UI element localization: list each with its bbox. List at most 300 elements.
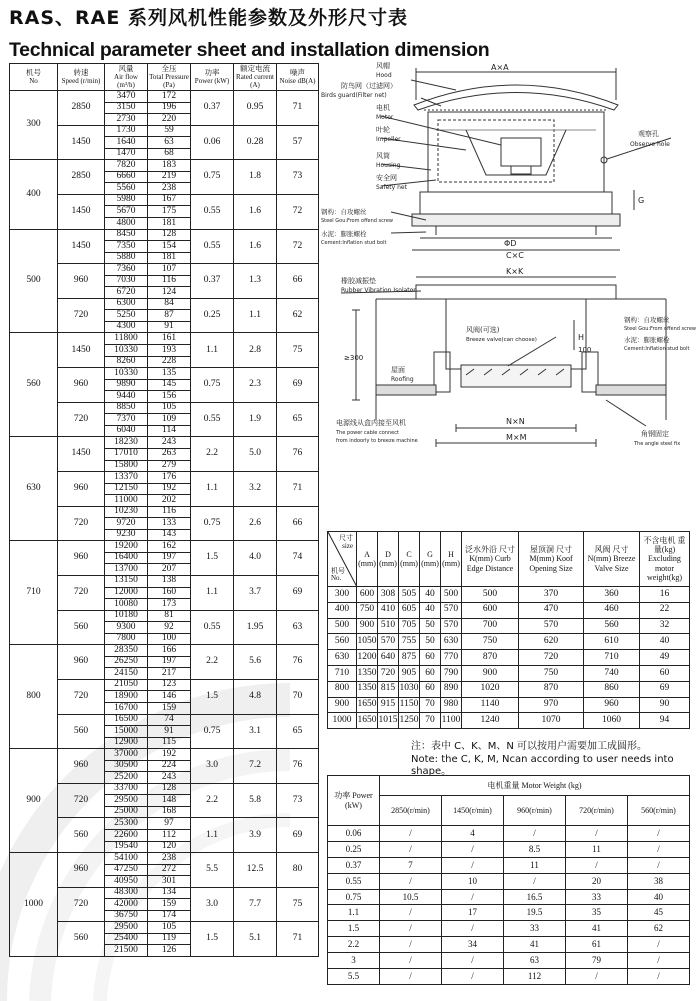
airflow-cell: 7030 bbox=[105, 275, 148, 287]
label-impeller: 叶轮 bbox=[376, 126, 390, 134]
noise-cell: 63 bbox=[277, 610, 319, 645]
weight-cell: 40 bbox=[640, 634, 690, 650]
a-cell: 900 bbox=[357, 618, 378, 634]
label-roofing-en: Roofing bbox=[391, 376, 414, 383]
table-row bbox=[10, 541, 319, 553]
speed-header: 560(r/min) bbox=[628, 796, 690, 826]
weight-cell: 69 bbox=[640, 681, 690, 697]
airflow-cell: 37000 bbox=[105, 749, 148, 761]
c-cell: 605 bbox=[399, 602, 420, 618]
motor-power-cell: 1.5 bbox=[328, 921, 380, 937]
m-cell: 570 bbox=[519, 618, 584, 634]
power-cell: 0.37 bbox=[191, 264, 234, 299]
g-cell: 60 bbox=[420, 681, 441, 697]
header-current: 额定电流 Rated current (A) bbox=[234, 64, 277, 91]
pressure-cell: 92 bbox=[148, 622, 191, 634]
power-cell: 5.5 bbox=[191, 853, 234, 888]
fan-no-cell: 300 bbox=[328, 587, 357, 603]
airflow-cell: 9440 bbox=[105, 391, 148, 403]
power-cell: 0.75 bbox=[191, 368, 234, 403]
pressure-cell: 112 bbox=[148, 830, 191, 842]
header-motor-power: 功率 Power (kW) bbox=[328, 776, 380, 826]
m-cell: 1070 bbox=[519, 713, 584, 729]
power-cell: 1.1 bbox=[191, 472, 234, 507]
motor-weight-cell: / bbox=[442, 857, 504, 873]
n-cell: 460 bbox=[584, 602, 640, 618]
power-cell: 2.2 bbox=[191, 437, 234, 472]
motor-power-cell: 0.06 bbox=[328, 826, 380, 842]
table-row bbox=[328, 889, 690, 905]
pressure-cell: 124 bbox=[148, 287, 191, 299]
motor-weight-cell: / bbox=[442, 953, 504, 969]
label-screw2-en: Steel Gou:From offend screw bbox=[624, 326, 696, 332]
motor-power-cell: 3 bbox=[328, 953, 380, 969]
motor-power-cell: 5.5 bbox=[328, 969, 380, 985]
fan-no-cell: 710 bbox=[328, 665, 357, 681]
current-cell: 5.8 bbox=[234, 783, 277, 818]
current-cell: 3.9 bbox=[234, 818, 277, 853]
fan-no-cell: 1000 bbox=[10, 853, 58, 957]
current-cell: 1.8 bbox=[234, 160, 277, 195]
d-cell: 815 bbox=[378, 681, 399, 697]
h-cell: 570 bbox=[441, 618, 462, 634]
speed-cell: 960 bbox=[58, 853, 105, 888]
pressure-cell: 181 bbox=[148, 252, 191, 264]
airflow-cell: 5670 bbox=[105, 206, 148, 218]
table-row bbox=[328, 953, 690, 969]
g-cell: 60 bbox=[420, 665, 441, 681]
note-en: Note: the C, K, M, Ncan according to user needs into shape。 bbox=[411, 753, 674, 777]
label-safety-en: Safety net bbox=[376, 184, 407, 191]
power-cell: 1.1 bbox=[191, 575, 234, 610]
airflow-cell: 6720 bbox=[105, 287, 148, 299]
speed-cell: 960 bbox=[58, 645, 105, 680]
fan-no-cell: 800 bbox=[10, 645, 58, 749]
current-cell: 1.95 bbox=[234, 610, 277, 645]
pressure-cell: 63 bbox=[148, 137, 191, 149]
current-cell: 1.6 bbox=[234, 229, 277, 264]
table-row bbox=[328, 841, 690, 857]
dim-m: M×M bbox=[506, 433, 527, 442]
speed-cell: 960 bbox=[58, 541, 105, 576]
pressure-cell: 176 bbox=[148, 472, 191, 484]
pressure-cell: 159 bbox=[148, 899, 191, 911]
airflow-cell: 47250 bbox=[105, 864, 148, 876]
d-cell: 308 bbox=[378, 587, 399, 603]
label-valve: 风阀(可选) bbox=[466, 326, 500, 334]
noise-cell: 80 bbox=[277, 853, 319, 888]
pressure-cell: 228 bbox=[148, 356, 191, 368]
current-cell: 2.6 bbox=[234, 506, 277, 541]
c-cell: 905 bbox=[399, 665, 420, 681]
power-cell: 3.0 bbox=[191, 887, 234, 922]
label-cable-en2: from indoorly to breeze machine bbox=[336, 438, 418, 444]
motor-weight-cell: / bbox=[566, 857, 628, 873]
noise-cell: 75 bbox=[277, 887, 319, 922]
label-bolt2: 水泥：膨胀螺栓 bbox=[624, 336, 670, 344]
n-cell: 960 bbox=[584, 697, 640, 713]
header-no: 机号 No bbox=[10, 64, 58, 91]
motor-weight-cell: / bbox=[380, 905, 442, 921]
table-row bbox=[328, 873, 690, 889]
speed-cell: 1450 bbox=[58, 437, 105, 472]
header-weight: 不含电机 重量(kg) Excluding motor weight(kg) bbox=[640, 532, 690, 587]
pressure-cell: 97 bbox=[148, 818, 191, 830]
motor-weight-cell: 11 bbox=[566, 841, 628, 857]
speed-cell: 560 bbox=[58, 818, 105, 853]
noise-cell: 71 bbox=[277, 922, 319, 957]
airflow-cell: 22600 bbox=[105, 830, 148, 842]
motor-weight-cell: 61 bbox=[566, 937, 628, 953]
pressure-cell: 128 bbox=[148, 229, 191, 241]
a-cell: 1200 bbox=[357, 650, 378, 666]
airflow-cell: 12150 bbox=[105, 483, 148, 495]
airflow-cell: 16500 bbox=[105, 714, 148, 726]
pressure-cell: 148 bbox=[148, 795, 191, 807]
motor-weight-cell: / bbox=[628, 937, 690, 953]
m-cell: 870 bbox=[519, 681, 584, 697]
g-cell: 50 bbox=[420, 618, 441, 634]
label-bolt: 水泥：膨胀螺栓 bbox=[321, 230, 367, 238]
motor-weight-cell: 79 bbox=[566, 953, 628, 969]
airflow-cell: 1640 bbox=[105, 137, 148, 149]
speed-cell: 1450 bbox=[58, 229, 105, 264]
current-cell: 5.0 bbox=[234, 437, 277, 472]
table-row bbox=[328, 826, 690, 842]
airflow-cell: 4800 bbox=[105, 218, 148, 230]
noise-cell: 69 bbox=[277, 818, 319, 853]
pressure-cell: 181 bbox=[148, 218, 191, 230]
table-row bbox=[328, 665, 690, 681]
table-row bbox=[10, 160, 319, 172]
dim-300: ≥300 bbox=[344, 354, 364, 362]
pressure-cell: 175 bbox=[148, 206, 191, 218]
motor-weight-cell: / bbox=[504, 826, 566, 842]
g-cell: 40 bbox=[420, 602, 441, 618]
motor-weight-cell: / bbox=[628, 857, 690, 873]
speed-header: 960(r/min) bbox=[504, 796, 566, 826]
header-motor-weight: 电机重量 Motor Weight (kg) bbox=[380, 776, 690, 796]
k-cell: 900 bbox=[462, 665, 519, 681]
speed-header: 1450(r/min) bbox=[442, 796, 504, 826]
pressure-cell: 166 bbox=[148, 645, 191, 657]
motor-weight-cell: / bbox=[566, 826, 628, 842]
motor-weight-cell: / bbox=[380, 953, 442, 969]
dimension-table bbox=[327, 531, 690, 729]
page-title-cn: RAS、RAE 系列风机性能参数及外形尺寸表 bbox=[9, 7, 408, 29]
table-row bbox=[328, 937, 690, 953]
label-screw-en: Steel Gou:From offend screw bbox=[321, 218, 394, 224]
header-airflow: 风量 Air flow (m³/h) bbox=[105, 64, 148, 91]
label-guard: 防鸟网（过滤网） bbox=[341, 82, 397, 90]
airflow-cell: 29500 bbox=[105, 922, 148, 934]
h-cell: 980 bbox=[441, 697, 462, 713]
fan-no-cell: 630 bbox=[10, 437, 58, 541]
motor-weight-cell: 4 bbox=[442, 826, 504, 842]
motor-weight-cell: 17 bbox=[442, 905, 504, 921]
k-cell: 1140 bbox=[462, 697, 519, 713]
motor-weight-cell: 34 bbox=[442, 937, 504, 953]
speed-cell: 560 bbox=[58, 714, 105, 749]
airflow-cell: 10080 bbox=[105, 599, 148, 611]
current-cell: 5.1 bbox=[234, 922, 277, 957]
pressure-cell: 135 bbox=[148, 368, 191, 380]
m-cell: 970 bbox=[519, 697, 584, 713]
pressure-cell: 279 bbox=[148, 460, 191, 472]
motor-weight-cell: 40 bbox=[628, 889, 690, 905]
airflow-cell: 8850 bbox=[105, 402, 148, 414]
header-noise: 噪声 Noise dB(A) bbox=[277, 64, 319, 91]
airflow-cell: 13370 bbox=[105, 472, 148, 484]
current-cell: 5.6 bbox=[234, 645, 277, 680]
table-row bbox=[328, 921, 690, 937]
pressure-cell: 174 bbox=[148, 910, 191, 922]
label-roofing: 屋面 bbox=[391, 366, 405, 374]
fan-no-cell: 900 bbox=[328, 697, 357, 713]
noise-cell: 76 bbox=[277, 645, 319, 680]
pressure-cell: 146 bbox=[148, 691, 191, 703]
power-cell: 1.5 bbox=[191, 922, 234, 957]
motor-weight-cell: / bbox=[380, 921, 442, 937]
pressure-cell: 197 bbox=[148, 552, 191, 564]
fan-no-cell: 300 bbox=[10, 91, 58, 160]
k-cell: 870 bbox=[462, 650, 519, 666]
performance-table bbox=[9, 63, 319, 957]
motor-weight-cell: 45 bbox=[628, 905, 690, 921]
pressure-cell: 120 bbox=[148, 841, 191, 853]
header-speed: 转速 Speed (r/min) bbox=[58, 64, 105, 91]
power-cell: 1.5 bbox=[191, 679, 234, 714]
pressure-cell: 173 bbox=[148, 599, 191, 611]
airflow-cell: 26250 bbox=[105, 656, 148, 668]
note-cn: 注：表中 C、K、M、N 可以按用户需要加工成圆形。 bbox=[411, 741, 648, 752]
noise-cell: 71 bbox=[277, 91, 319, 126]
table-row bbox=[328, 697, 690, 713]
d-cell: 915 bbox=[378, 697, 399, 713]
fan-no-cell: 560 bbox=[10, 333, 58, 437]
h-cell: 770 bbox=[441, 650, 462, 666]
header-h: H (mm) bbox=[441, 532, 462, 587]
fan-no-cell: 400 bbox=[328, 602, 357, 618]
table-row bbox=[328, 587, 690, 603]
n-cell: 1060 bbox=[584, 713, 640, 729]
airflow-cell: 5250 bbox=[105, 310, 148, 322]
note bbox=[411, 741, 700, 779]
table-row bbox=[328, 634, 690, 650]
airflow-cell: 10180 bbox=[105, 610, 148, 622]
speed-cell: 960 bbox=[58, 368, 105, 403]
pressure-cell: 193 bbox=[148, 345, 191, 357]
motor-weight-cell: 11 bbox=[504, 857, 566, 873]
fan-no-cell: 900 bbox=[10, 749, 58, 853]
pressure-cell: 133 bbox=[148, 518, 191, 530]
pressure-cell: 160 bbox=[148, 587, 191, 599]
table-row bbox=[328, 618, 690, 634]
noise-cell: 65 bbox=[277, 714, 319, 749]
noise-cell: 65 bbox=[277, 402, 319, 437]
pressure-cell: 217 bbox=[148, 668, 191, 680]
table-row bbox=[10, 437, 319, 449]
airflow-cell: 10330 bbox=[105, 368, 148, 380]
g-cell: 70 bbox=[420, 713, 441, 729]
airflow-cell: 30500 bbox=[105, 760, 148, 772]
motor-weight-cell: / bbox=[380, 937, 442, 953]
m-cell: 470 bbox=[519, 602, 584, 618]
g-cell: 60 bbox=[420, 650, 441, 666]
airflow-cell: 15800 bbox=[105, 460, 148, 472]
pressure-cell: 154 bbox=[148, 241, 191, 253]
table-row bbox=[328, 969, 690, 985]
noise-cell: 73 bbox=[277, 783, 319, 818]
airflow-cell: 6300 bbox=[105, 298, 148, 310]
noise-cell: 74 bbox=[277, 541, 319, 576]
m-cell: 720 bbox=[519, 650, 584, 666]
a-cell: 1350 bbox=[357, 665, 378, 681]
motor-weight-cell: / bbox=[442, 969, 504, 985]
power-cell: 0.55 bbox=[191, 610, 234, 645]
motor-power-cell: 0.37 bbox=[328, 857, 380, 873]
power-cell: 0.75 bbox=[191, 714, 234, 749]
motor-weight-cell: / bbox=[380, 826, 442, 842]
motor-weight-cell: 33 bbox=[504, 921, 566, 937]
airflow-cell: 3150 bbox=[105, 102, 148, 114]
c-cell: 705 bbox=[399, 618, 420, 634]
c-cell: 505 bbox=[399, 587, 420, 603]
speed-cell: 720 bbox=[58, 298, 105, 333]
k-cell: 1240 bbox=[462, 713, 519, 729]
power-cell: 0.25 bbox=[191, 298, 234, 333]
label-guard-en: Birds guard(Filter net) bbox=[321, 92, 387, 99]
speed-cell: 720 bbox=[58, 506, 105, 541]
airflow-cell: 9300 bbox=[105, 622, 148, 634]
label-corner: 角钢固定 bbox=[641, 430, 669, 438]
dim-a: A×A bbox=[491, 63, 509, 72]
pressure-cell: 105 bbox=[148, 402, 191, 414]
label-motor: 电机 bbox=[376, 104, 390, 112]
dimension-header-row bbox=[328, 532, 690, 587]
motor-weight-cell: 10.5 bbox=[380, 889, 442, 905]
current-cell: 0.28 bbox=[234, 125, 277, 160]
label-screw2: 钢构：自攻螺丝 bbox=[624, 316, 670, 324]
motor-weight-table bbox=[327, 775, 690, 985]
power-cell: 3.0 bbox=[191, 749, 234, 784]
pressure-cell: 138 bbox=[148, 575, 191, 587]
motor-weight-cell: 112 bbox=[504, 969, 566, 985]
fan-no-cell: 500 bbox=[10, 229, 58, 333]
noise-cell: 72 bbox=[277, 194, 319, 229]
airflow-cell: 9720 bbox=[105, 518, 148, 530]
c-cell: 1030 bbox=[399, 681, 420, 697]
airflow-cell: 25300 bbox=[105, 818, 148, 830]
noise-cell: 76 bbox=[277, 437, 319, 472]
noise-cell: 70 bbox=[277, 679, 319, 714]
current-cell: 7.2 bbox=[234, 749, 277, 784]
noise-cell: 72 bbox=[277, 229, 319, 264]
installation-diagram bbox=[316, 60, 696, 460]
header-n: 风阀 尺寸 N(mm) Breeze Valve Size bbox=[584, 532, 640, 587]
motor-speed-row bbox=[328, 796, 690, 826]
performance-header-row bbox=[10, 64, 319, 91]
fan-no-cell: 800 bbox=[328, 681, 357, 697]
dim-d: ΦD bbox=[504, 239, 517, 248]
airflow-cell: 29500 bbox=[105, 795, 148, 807]
airflow-cell: 18900 bbox=[105, 691, 148, 703]
speed-cell: 960 bbox=[58, 264, 105, 299]
table-row bbox=[10, 645, 319, 657]
pressure-cell: 183 bbox=[148, 160, 191, 172]
n-cell: 710 bbox=[584, 650, 640, 666]
power-cell: 1.1 bbox=[191, 818, 234, 853]
airflow-cell: 2730 bbox=[105, 114, 148, 126]
motor-power-cell: 1.1 bbox=[328, 905, 380, 921]
motor-power-cell: 0.75 bbox=[328, 889, 380, 905]
pressure-cell: 59 bbox=[148, 125, 191, 137]
dim-n: N×N bbox=[506, 417, 525, 426]
pressure-cell: 107 bbox=[148, 264, 191, 276]
motor-weight-cell: / bbox=[628, 953, 690, 969]
weight-cell: 49 bbox=[640, 650, 690, 666]
pressure-cell: 301 bbox=[148, 876, 191, 888]
pressure-cell: 119 bbox=[148, 933, 191, 945]
pressure-cell: 220 bbox=[148, 114, 191, 126]
n-cell: 560 bbox=[584, 618, 640, 634]
airflow-cell: 10330 bbox=[105, 345, 148, 357]
current-cell: 2.8 bbox=[234, 333, 277, 368]
pressure-cell: 156 bbox=[148, 391, 191, 403]
motor-weight-cell: 35 bbox=[566, 905, 628, 921]
pressure-cell: 116 bbox=[148, 275, 191, 287]
airflow-cell: 16700 bbox=[105, 702, 148, 714]
power-cell: 2.2 bbox=[191, 645, 234, 680]
table-row bbox=[328, 681, 690, 697]
d-cell: 510 bbox=[378, 618, 399, 634]
pressure-cell: 272 bbox=[148, 864, 191, 876]
label-corner-en: The angle steel fix bbox=[634, 441, 681, 447]
power-cell: 0.06 bbox=[191, 125, 234, 160]
motor-weight-cell: 10 bbox=[442, 873, 504, 889]
motor-weight-cell: / bbox=[442, 841, 504, 857]
page-title-en: Technical parameter sheet and installation dimension bbox=[9, 39, 490, 61]
airflow-cell: 24150 bbox=[105, 668, 148, 680]
motor-weight-cell: 8.5 bbox=[504, 841, 566, 857]
power-cell: 0.37 bbox=[191, 91, 234, 126]
current-cell: 7.7 bbox=[234, 887, 277, 922]
current-cell: 0.95 bbox=[234, 91, 277, 126]
motor-power-cell: 2.2 bbox=[328, 937, 380, 953]
label-observe-en: Observe hole bbox=[630, 141, 670, 148]
speed-cell: 1450 bbox=[58, 125, 105, 160]
motor-weight-cell: 7 bbox=[380, 857, 442, 873]
weight-cell: 60 bbox=[640, 665, 690, 681]
label-hood-en: Hood bbox=[376, 72, 392, 79]
pressure-cell: 192 bbox=[148, 749, 191, 761]
airflow-cell: 9230 bbox=[105, 529, 148, 541]
h-cell: 790 bbox=[441, 665, 462, 681]
k-cell: 750 bbox=[462, 634, 519, 650]
d-cell: 570 bbox=[378, 634, 399, 650]
pressure-cell: 192 bbox=[148, 483, 191, 495]
airflow-cell: 11000 bbox=[105, 495, 148, 507]
current-cell: 3.1 bbox=[234, 714, 277, 749]
airflow-cell: 3470 bbox=[105, 91, 148, 103]
table-row bbox=[328, 857, 690, 873]
g-cell: 40 bbox=[420, 587, 441, 603]
a-cell: 1650 bbox=[357, 713, 378, 729]
airflow-cell: 6040 bbox=[105, 425, 148, 437]
m-cell: 750 bbox=[519, 665, 584, 681]
airflow-cell: 5560 bbox=[105, 183, 148, 195]
weight-cell: 16 bbox=[640, 587, 690, 603]
